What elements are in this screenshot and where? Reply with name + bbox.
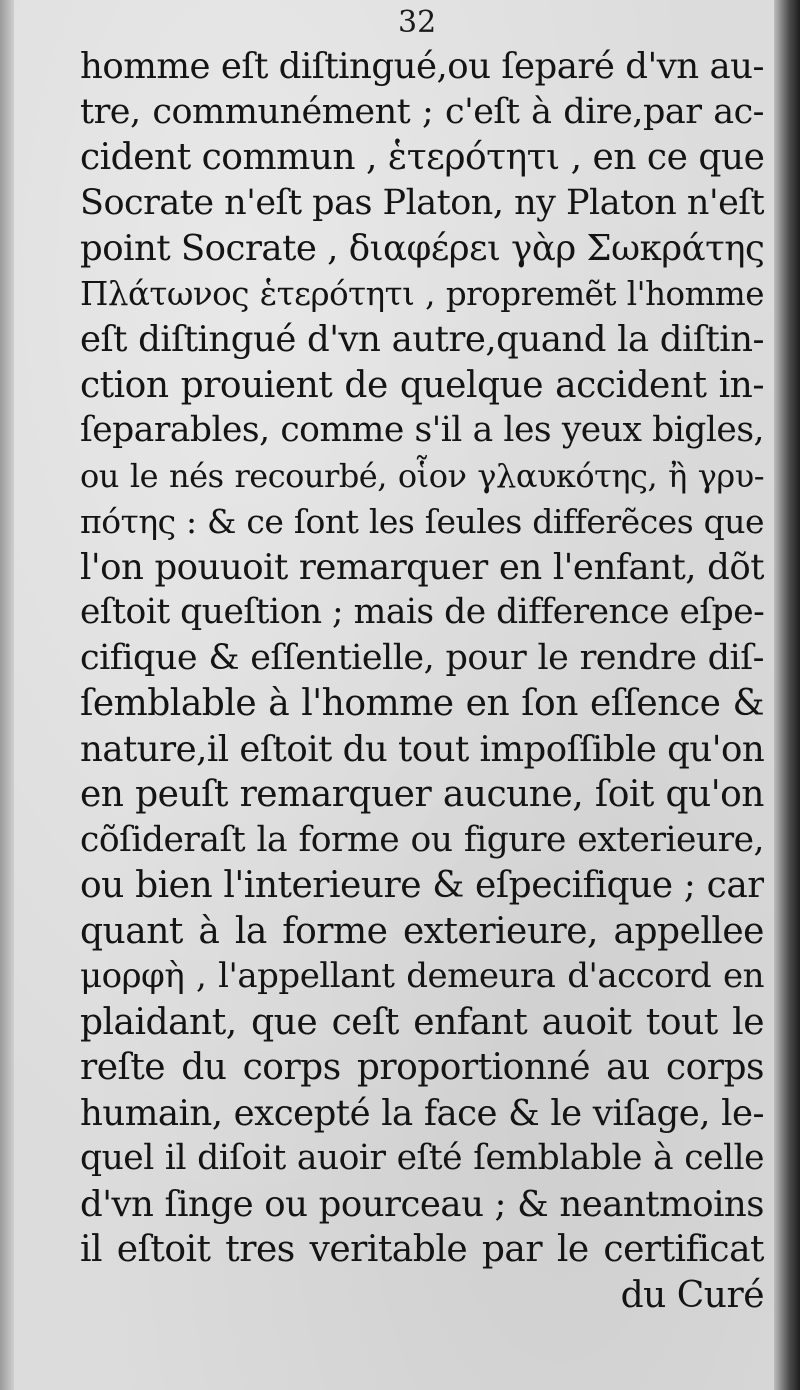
- text-line: homme eſt diſtingué,ou ſeparé d'vn au-: [80, 46, 764, 87]
- text-line: reſte du corps proportionné au corps: [80, 1047, 764, 1088]
- text-line: l'on pouuoit remarquer en l'enfant, dõt: [80, 546, 764, 588]
- text-line: cident commun , ἑτερότητι , en ce que: [80, 137, 764, 178]
- text-line: en peuſt remarquer aucune, ſoit qu'on: [80, 774, 764, 815]
- text-line: nature,il eſtoit du tout impoſſible qu'on: [80, 728, 764, 770]
- text-line: cõſideraſt la forme ou figure exterieure,: [80, 819, 764, 860]
- text-line: plaidant, que ceſt enfant auoit tout le: [80, 1001, 764, 1043]
- text-line: quant à la forme exterieure, appellee: [80, 910, 764, 952]
- text-line: ction prouient de quelque accident in-: [80, 364, 764, 406]
- text-line: il eſtoit tres veritable par le certificat: [80, 1229, 764, 1270]
- text-line: μορφὴ , l'appellant demeura d'accord en: [80, 956, 764, 996]
- text-line: humain, excepté la face & le viſage, le-: [80, 1092, 764, 1134]
- text-line: Socrate n'eſt pas Platon, ny Platon n'eſt: [80, 182, 764, 223]
- text-line: ou le nés recourbé, οἷον γλαυκότης, ἢ γρυ-: [80, 456, 764, 495]
- text-line: quel il diſoit auoir eſté ſemblable à celle: [80, 1138, 764, 1178]
- text-line: eſtoit queſtion ; mais de difference eſpe-: [80, 592, 764, 632]
- text-line: point Socrate , διαφέρει γὰρ Σωκράτης: [80, 228, 764, 269]
- text-line: d'vn ſinge ou pourceau ; & neantmoins: [80, 1183, 764, 1225]
- text-line: eſt diſtingué d'vn autre,quand la diſtin-: [80, 319, 764, 360]
- text-line: ſemblable à l'homme en ſon eſſence &: [80, 683, 764, 724]
- page-edge-shadow: [774, 0, 800, 1390]
- text-line: ſeparables, comme s'il a les yeux bigles,: [80, 410, 764, 450]
- page-gutter-shadow: [0, 0, 14, 1390]
- page-text: [80, 44, 764, 1318]
- text-line: Πλάτωνος ἑτερότητι , propremẽt l'homme: [80, 274, 764, 313]
- text-line: πότης : & ce ſont les ſeules differẽces que: [80, 502, 764, 541]
- page-number: 32: [398, 5, 437, 40]
- text-line: tre, communément ; c'eſt à dire,par ac-: [80, 91, 764, 132]
- catchword-line: du Curé: [620, 1274, 764, 1316]
- text-line: cifique & eſſentielle, pour le rendre diſ-: [80, 637, 764, 678]
- text-line: ou bien l'interieure & eſpecifique ; car: [80, 865, 764, 906]
